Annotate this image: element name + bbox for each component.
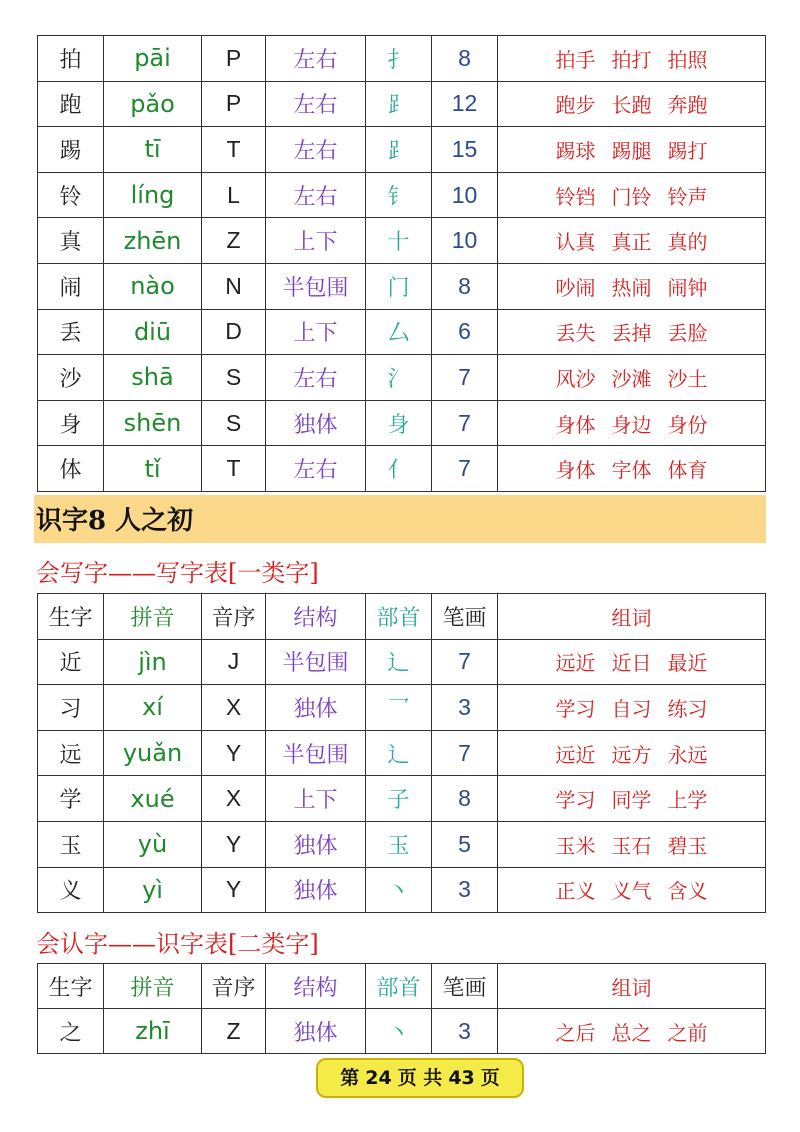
pinyin-cell: shēn [104,400,202,446]
column-header: 组词 [498,964,766,1009]
pinyin-cell: diū [104,309,202,355]
word-item: 身份 [667,412,708,437]
word-item: 正义 [555,879,596,904]
structure-cell: 独体 [266,821,366,867]
word-item: 铃声 [667,184,708,209]
pinyin-cell: shā [104,355,202,401]
word-item: 沙土 [667,366,708,391]
structure-cell: 独体 [266,685,366,731]
char-cell: 沙 [38,355,104,401]
char-cell: 之 [38,1009,104,1054]
word-item: 风沙 [555,366,596,391]
char-cell: 丢 [38,309,104,355]
order-cell: S [202,355,266,401]
words-cell [498,1009,766,1054]
word-item: 之后 [555,1020,596,1045]
table-row [38,36,766,82]
pinyin-cell: xué [104,776,202,822]
subtitle-write: 会写字——写字表[一类字] [36,559,319,587]
structure-cell: 上下 [266,776,366,822]
strokes-cell: 8 [432,263,498,309]
word-item: 学习 [555,788,596,813]
words-cell [498,639,766,685]
order-cell: Y [202,821,266,867]
table-row [38,263,766,309]
strokes-cell: 3 [432,1009,498,1054]
words-cell [498,218,766,264]
column-header: 音序 [202,964,266,1009]
table-row [38,685,766,731]
table-row [38,867,766,913]
words-cell [498,730,766,776]
characters-table-write [37,593,766,913]
words-cell [498,309,766,355]
order-cell: P [202,81,266,127]
char-cell: 拍 [38,36,104,82]
section-title: 识字8 人之初 [36,506,194,536]
radical-cell: 厶 [366,309,432,355]
words-cell [498,867,766,913]
word-item: 身体 [555,458,596,483]
words-cell [498,81,766,127]
structure-cell: 上下 [266,218,366,264]
word-item: 跑步 [555,93,596,118]
word-item: 总之 [611,1020,652,1045]
word-item: 同学 [611,788,652,813]
pinyin-cell: yuǎn [104,730,202,776]
radical-cell: ⻊ [366,81,432,127]
structure-cell: 左右 [266,355,366,401]
pinyin-cell: yù [104,821,202,867]
radical-cell: 身 [366,400,432,446]
order-cell: D [202,309,266,355]
char-cell: 近 [38,639,104,685]
char-cell: 习 [38,685,104,731]
strokes-cell: 8 [432,776,498,822]
table-row [38,730,766,776]
word-item: 踢打 [667,138,708,163]
characters-table-read [37,963,766,1054]
char-cell: 学 [38,776,104,822]
radical-cell: 亻 [366,446,432,492]
words-cell [498,172,766,218]
table-row [38,309,766,355]
strokes-cell: 8 [432,36,498,82]
radical-cell: 钅 [366,172,432,218]
structure-cell: 半包围 [266,263,366,309]
page-total: 43 [448,1067,475,1089]
table-row [38,400,766,446]
radical-cell: 丶 [366,867,432,913]
column-header: 拼音 [104,594,202,640]
word-item: 认真 [555,230,596,255]
pinyin-cell: pǎo [104,81,202,127]
structure-cell: 半包围 [266,639,366,685]
radical-cell: 扌 [366,36,432,82]
word-item: 门铃 [611,184,652,209]
char-cell: 跑 [38,81,104,127]
word-item: 远近 [555,651,596,676]
order-cell: Z [202,218,266,264]
page-prefix: 第 [340,1067,360,1089]
page-number: 24 [365,1067,392,1089]
order-cell: Y [202,867,266,913]
pinyin-cell: jìn [104,639,202,685]
word-item: 热闹 [611,275,652,300]
order-cell: L [202,172,266,218]
word-item: 吵闹 [555,275,596,300]
char-cell: 玉 [38,821,104,867]
column-header: 拼音 [104,964,202,1009]
strokes-cell: 3 [432,685,498,731]
word-item: 学习 [555,696,596,721]
words-cell [498,355,766,401]
table-row [38,81,766,127]
structure-cell: 上下 [266,309,366,355]
char-cell: 闹 [38,263,104,309]
table-header-row [38,964,766,1009]
order-cell: T [202,446,266,492]
column-header: 组词 [498,594,766,640]
structure-cell: 独体 [266,400,366,446]
order-cell: T [202,127,266,173]
word-item: 远近 [555,742,596,767]
order-cell: P [202,36,266,82]
pinyin-cell: zhēn [104,218,202,264]
word-item: 沙滩 [611,366,652,391]
words-cell [498,685,766,731]
strokes-cell: 5 [432,821,498,867]
char-cell: 踢 [38,127,104,173]
word-item: 长跑 [611,93,652,118]
structure-cell: 左右 [266,172,366,218]
page-suffix: 页 [480,1067,500,1089]
table-row [38,446,766,492]
char-cell: 铃 [38,172,104,218]
words-cell [498,263,766,309]
word-item: 最近 [667,651,708,676]
order-cell: X [202,776,266,822]
words-cell [498,446,766,492]
word-item: 踢球 [555,138,596,163]
structure-cell: 左右 [266,446,366,492]
structure-cell: 左右 [266,127,366,173]
strokes-cell: 10 [432,218,498,264]
strokes-cell: 7 [432,730,498,776]
structure-cell: 半包围 [266,730,366,776]
word-item: 上学 [667,788,708,813]
pinyin-cell: tǐ [104,446,202,492]
word-item: 闹钟 [667,275,708,300]
strokes-cell: 7 [432,355,498,401]
strokes-cell: 7 [432,400,498,446]
radical-cell: 子 [366,776,432,822]
word-item: 奔跑 [667,93,708,118]
characters-table-top [37,35,766,492]
char-cell: 远 [38,730,104,776]
word-item: 身边 [611,412,652,437]
column-header: 结构 [266,594,366,640]
table-row [38,218,766,264]
table-write-body [38,594,766,913]
structure-cell: 独体 [266,1009,366,1054]
radical-cell: 玉 [366,821,432,867]
pinyin-cell: yì [104,867,202,913]
table-row [38,821,766,867]
subtitle-read: 会认字——识字表[二类字] [36,930,319,958]
words-cell [498,776,766,822]
column-header: 生字 [38,594,104,640]
radical-cell: 乛 [366,685,432,731]
radical-cell: 门 [366,263,432,309]
table-row [38,172,766,218]
strokes-cell: 10 [432,172,498,218]
word-item: 自习 [611,696,652,721]
word-item: 玉石 [611,833,652,858]
order-cell: S [202,400,266,446]
order-cell: Y [202,730,266,776]
radical-cell: 辶 [366,730,432,776]
table-header-row [38,594,766,640]
strokes-cell: 7 [432,639,498,685]
word-item: 真正 [611,230,652,255]
pinyin-cell: zhī [104,1009,202,1054]
char-cell: 体 [38,446,104,492]
word-item: 永远 [667,742,708,767]
order-cell: J [202,639,266,685]
column-header: 部首 [366,594,432,640]
word-item: 体育 [667,458,708,483]
word-item: 玉米 [555,833,596,858]
word-item: 丢脸 [667,321,708,346]
word-item: 近日 [611,651,652,676]
table-read-body [38,964,766,1054]
table-row [38,776,766,822]
column-header: 结构 [266,964,366,1009]
word-item: 真的 [667,230,708,255]
pinyin-cell: tī [104,127,202,173]
word-item: 丢失 [555,321,596,346]
column-header: 部首 [366,964,432,1009]
word-item: 碧玉 [667,833,708,858]
pinyin-cell: pāi [104,36,202,82]
word-item: 身体 [555,412,596,437]
char-cell: 义 [38,867,104,913]
radical-cell: 丶 [366,1009,432,1054]
radical-cell: 十 [366,218,432,264]
word-item: 之前 [667,1020,708,1045]
words-cell [498,821,766,867]
word-item: 远方 [611,742,652,767]
column-header: 音序 [202,594,266,640]
words-cell [498,36,766,82]
strokes-cell: 3 [432,867,498,913]
char-cell: 身 [38,400,104,446]
word-item: 拍手 [555,47,596,72]
word-item: 练习 [667,696,708,721]
structure-cell: 左右 [266,81,366,127]
table-row [38,1009,766,1054]
pinyin-cell: xí [104,685,202,731]
words-cell [498,400,766,446]
word-item: 含义 [667,879,708,904]
strokes-cell: 15 [432,127,498,173]
strokes-cell: 12 [432,81,498,127]
order-cell: X [202,685,266,731]
column-header: 笔画 [432,594,498,640]
column-header: 生字 [38,964,104,1009]
page-middle: 页 共 [397,1067,443,1089]
radical-cell: 辶 [366,639,432,685]
structure-cell: 左右 [266,36,366,82]
radical-cell: 氵 [366,355,432,401]
strokes-cell: 7 [432,446,498,492]
word-item: 丢掉 [611,321,652,346]
pinyin-cell: líng [104,172,202,218]
words-cell [498,127,766,173]
word-item: 义气 [611,879,652,904]
char-cell: 真 [38,218,104,264]
radical-cell: ⻊ [366,127,432,173]
structure-cell: 独体 [266,867,366,913]
word-item: 铃铛 [555,184,596,209]
page-indicator [316,1058,524,1098]
pinyin-cell: nào [104,263,202,309]
order-cell: Z [202,1009,266,1054]
table-row [38,639,766,685]
strokes-cell: 6 [432,309,498,355]
table-row [38,355,766,401]
word-item: 踢腿 [611,138,652,163]
word-item: 字体 [611,458,652,483]
order-cell: N [202,263,266,309]
word-item: 拍照 [667,47,708,72]
word-item: 拍打 [611,47,652,72]
table-top-body [38,36,766,492]
column-header: 笔画 [432,964,498,1009]
table-row [38,127,766,173]
